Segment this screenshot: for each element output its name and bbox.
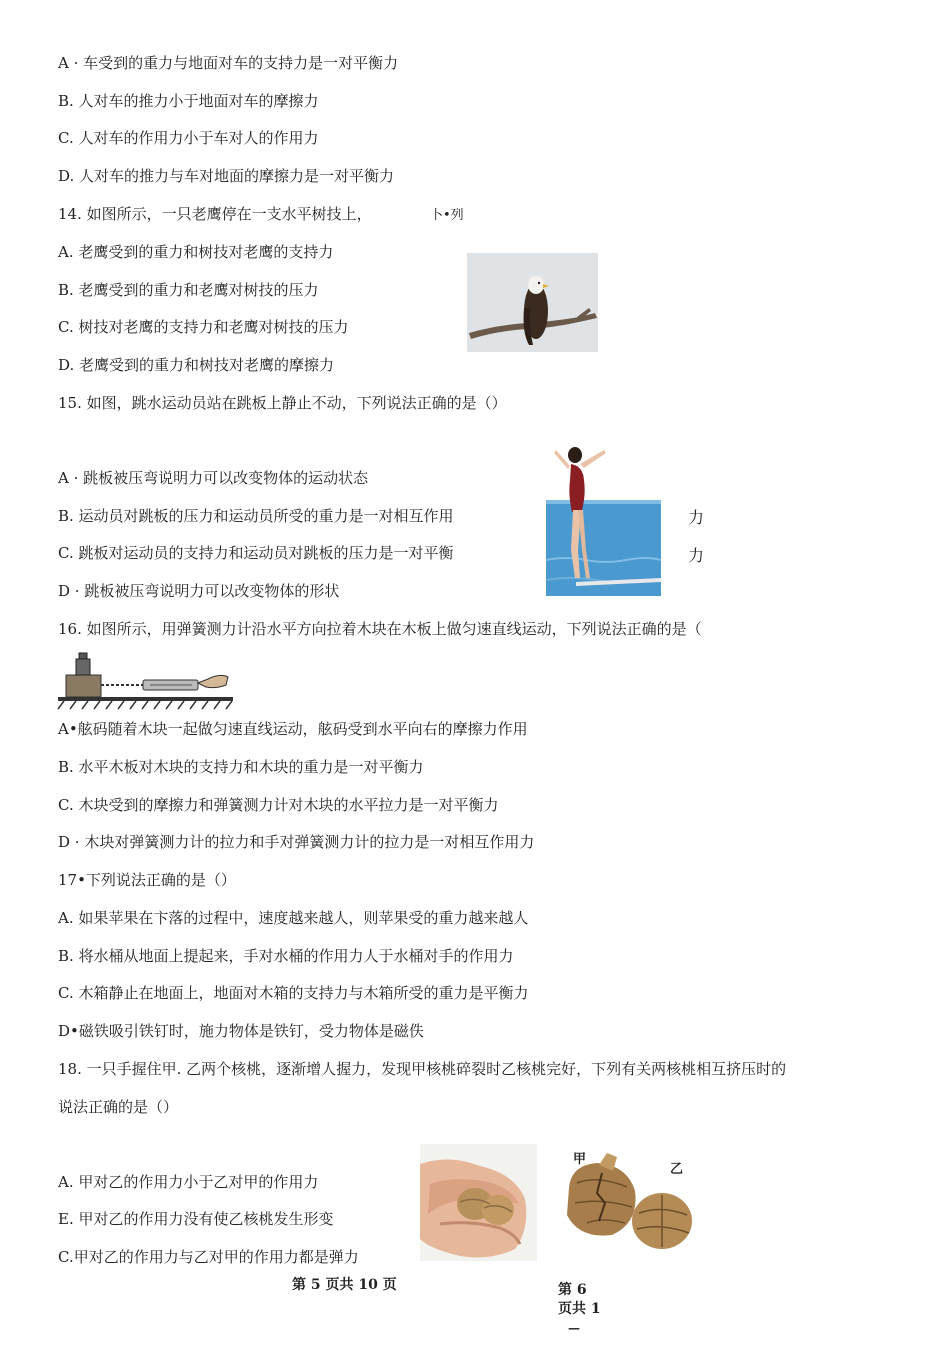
q18-option-e: E. 甲对乙的作用力没有使乙核桃发生形变 <box>58 1210 334 1228</box>
q15-option-d: D · 跳板被压弯说明力可以改变物体的形状 <box>58 582 340 600</box>
footer-page-right-line-3: — <box>568 1321 580 1335</box>
q14-option-d: D. 老鹰受到的重力和树技对老鹰的摩擦力 <box>58 356 335 374</box>
q18-option-a: A. 甲对乙的作用力小于乙对甲的作用力 <box>58 1173 319 1191</box>
q14-option-c: C. 树技对老鹰的支持力和老鹰对树技的压力 <box>58 318 349 336</box>
q16-stem: 16. 如图所示，用弹簧测力计沿水平方向拉着木块在木板上做匀速直线运动，下列说法正确的是（ <box>58 620 702 638</box>
q15-option-c: C. 跳板对运动员的支持力和运动员对跳板的压力是一对平衡 <box>58 544 454 562</box>
q15-side-text-2: 力 <box>688 546 705 565</box>
q14-option-a: A. 老鹰受到的重力和树技对老鹰的支持力 <box>58 243 334 261</box>
q15-option-a: A · 跳板被压弯说明力可以改变物体的运动状态 <box>58 469 369 487</box>
q14-stem: 14. 如图所示，一只老鹰停在一支水平树技上， <box>58 205 372 223</box>
q14-stem-tail: 卜•列 <box>430 208 464 223</box>
q15-stem: 15. 如图，跳水运动员站在跳板上静止不动，下列说法正确的是（） <box>58 394 507 412</box>
q17-option-a: A. 如果苹果在卞落的过程中，速度越来越人，则苹果受的重力越来越人 <box>58 909 529 927</box>
q16-option-b: B. 水平木板对木块的支持力和木块的重力是一对平衡力 <box>58 758 424 776</box>
q17-option-c: C. 木箱静止在地面上，地面对木箱的支持力与木箱所受的重力是平衡力 <box>58 984 529 1002</box>
q18-option-c: C.甲对乙的作用力与乙对甲的作用力都是弹力 <box>58 1248 359 1266</box>
footer-page-left: 第 5 页共 10 页 <box>292 1277 397 1293</box>
eagle-figure <box>467 253 598 352</box>
walnut-label-jia: 甲 <box>573 1152 587 1167</box>
footer-page-right-line-2: 页共 1 <box>558 1301 601 1317</box>
q17-option-b: B. 将水桶从地面上提起来，手对水桶的作用力人于水桶对手的作用力 <box>58 947 514 965</box>
q16-option-c: C. 木块受到的摩擦力和弹簧测力计对木块的水平拉力是一对平衡力 <box>58 796 499 814</box>
q14-option-b: B. 老鹰受到的重力和老鹰对树技的压力 <box>58 281 319 299</box>
q16-option-a: A•舷码随着木块一起做匀速直线运动，舷码受到水平向右的摩擦力作用 <box>58 720 528 738</box>
hand-walnuts-figure <box>420 1144 537 1261</box>
q13-option-d: D. 人对车的推力与车对地面的摩擦力是一对平衡力 <box>58 167 395 185</box>
q15-option-b: B. 运动员对跳板的压力和运动员所受的重力是一对相互作用 <box>58 507 454 525</box>
diver-figure <box>546 440 661 596</box>
q17-stem: 17•下列说法正确的是（） <box>58 871 236 889</box>
q13-option-c: C. 人对车的作用力小于车对人的作用力 <box>58 129 319 147</box>
q13-option-a: A · 车受到的重力与地面对车的支持力是一对平衡力 <box>58 54 399 72</box>
walnut-label-yi: 乙 <box>670 1162 684 1177</box>
q18-stem-line-2: 说法正确的是（） <box>58 1098 179 1116</box>
spring-scale-figure <box>58 645 233 710</box>
q16-option-d: D · 木块对弹簧测力计的拉力和手对弹簧测力计的拉力是一对相互作用力 <box>58 833 535 851</box>
footer-page-right-line-1: 第 6 <box>558 1282 587 1298</box>
q13-option-b: B. 人对车的推力小于地面对车的摩擦力 <box>58 92 319 110</box>
q17-option-d: D•磁铁吸引铁钉时，施力物体是铁钉，受力物体是磁佚 <box>58 1022 424 1040</box>
q15-side-text-1: 力 <box>688 508 705 527</box>
q18-stem-line-1: 18. 一只手握住甲. 乙两个核桃，逐渐增人握力，发现甲核桃碎裂时乙核桃完好，下列有关两核桃相互挤压时的 <box>58 1060 787 1078</box>
